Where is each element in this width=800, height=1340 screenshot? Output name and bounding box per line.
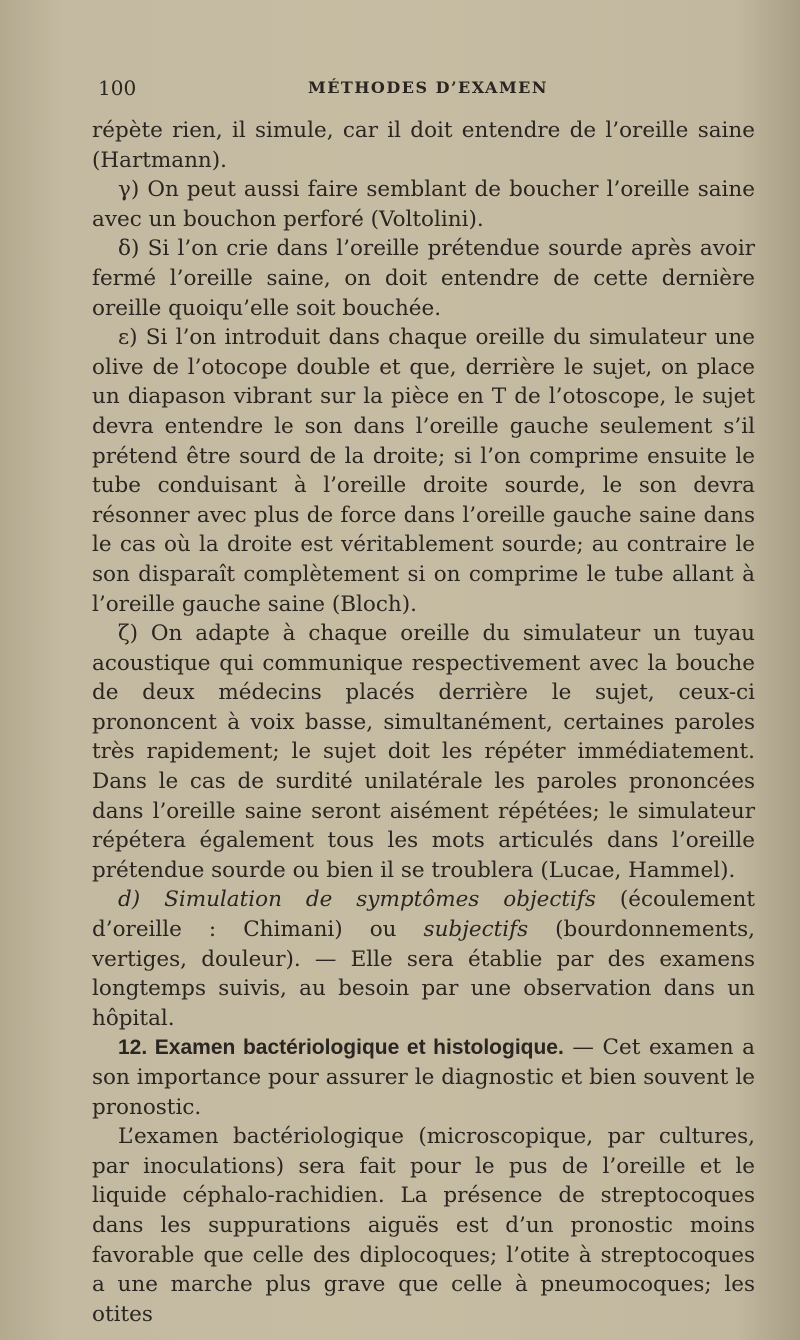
- section-12-paragraph: [92, 1033, 755, 1122]
- item-marker: d): [118, 887, 141, 913]
- running-title: MÉTHODES D’EXAMEN: [308, 78, 548, 97]
- paragraph-text: (bourdonnements, vertiges, douleur). — Elle sera établie par des examens longtemps suivis, au besoin par une observation dans un hôpital.: [92, 917, 755, 1031]
- body-text: [92, 116, 755, 1329]
- item-marker: ε): [118, 325, 138, 351]
- paragraph-zeta: [92, 619, 755, 885]
- page-number: 100: [98, 76, 137, 100]
- paragraph-text: Si l’on introduit dans chaque oreille du simulateur une olive de l’otocope double et que, derrière le sujet, on place un diapason vibrant sur la pièce en T de l’otoscope, le sujet devra entendre le son dans l’oreille gauche seulement s’il prétend être sourd de la droite; si l’on comprime ensuite le tube conduisant à l’oreille droite sourde, le son devra résonner avec plus de force dans l’oreille gauche saine dans le cas où la droite est véritablement sourde; au contraire le son disparaît complètement si on comprime le tube allant à l’oreille gauche saine (Bloch).: [92, 325, 755, 617]
- italic-text: subjectifs: [423, 917, 529, 943]
- section-heading: 12. Examen bactériologique et histologique.: [118, 1036, 564, 1060]
- item-marker: δ): [118, 236, 140, 262]
- paragraph-bacteriology: [92, 1122, 755, 1329]
- paragraph-text: (écoulement d’oreille : Chimani) ou: [92, 887, 755, 943]
- paragraph-d: [92, 885, 755, 1033]
- paragraph-text: répète rien, il simule, car il doit entendre de l’oreille saine (Hartmann).: [92, 118, 755, 173]
- italic-text: Simulation de symptômes objectifs: [140, 887, 596, 913]
- paragraph-text: Si l’on crie dans l’oreille prétendue sourde après avoir fermé l’oreille saine, on doit entendre de cette dernière oreille quoiqu’elle soit bouchée.: [92, 236, 755, 321]
- item-marker: ζ): [118, 621, 139, 647]
- page-header: [98, 76, 758, 104]
- paragraph-text: On peut aussi faire semblant de boucher l’oreille saine avec un bouchon perforé (Voltolini).: [92, 177, 755, 232]
- paragraph-epsilon: [92, 323, 755, 619]
- paragraph-continuation: [92, 116, 755, 175]
- paragraph-text: — Cet examen a son importance pour assurer le diagnostic et bien souvent le pronostic.: [92, 1035, 755, 1120]
- paragraph-delta: [92, 234, 755, 323]
- item-marker: γ): [118, 177, 140, 203]
- paragraph-text: L’examen bactériologique (microscopique, par cultures, par inoculations) sera fait pour le pus de l’oreille et le liquide céphalo-rachidien. La présence de streptocoques dans les suppurations aiguës est d’un pronostic moins favorable que celle des diplocoques; l’otite à streptocoques a une marche plus grave que celle à pneumocoques; les otites: [92, 1124, 755, 1327]
- paragraph-gamma: [92, 175, 755, 234]
- paragraph-text: On adapte à chaque oreille du simulateur un tuyau acoustique qui communique respectivement avec la bouche de deux médecins placés derrière le sujet, ceux-ci prononcent à voix basse, simultanément, certaines paroles très rapidement; le sujet doit les répéter immédiatement. Dans le cas de surdité unilatérale les paroles prononcées dans l’oreille saine seront aisément répétées; le simulateur répétera également tous les mots articulés dans l’oreille prétendue sourde ou bien il se troublera (Lucae, Hammel).: [92, 621, 755, 883]
